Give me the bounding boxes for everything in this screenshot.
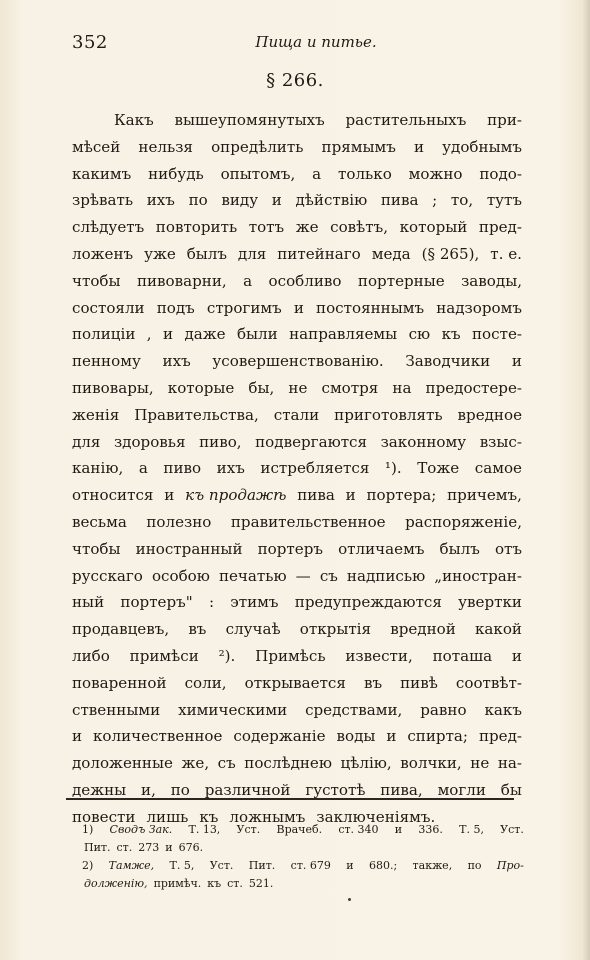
word: а xyxy=(138,459,148,478)
word: печатью xyxy=(218,566,287,585)
word: заключенiямъ. xyxy=(316,807,436,826)
text-line xyxy=(72,161,522,188)
main-paragraph xyxy=(72,107,522,831)
word: только xyxy=(338,164,392,183)
word: канiю, xyxy=(72,459,124,478)
word: : xyxy=(208,593,215,612)
word: и xyxy=(165,841,173,854)
word: по xyxy=(170,780,190,799)
word: и xyxy=(386,727,397,746)
word: т. е. xyxy=(490,244,522,263)
word: къ xyxy=(207,877,222,890)
word: постояннымъ xyxy=(316,298,425,317)
word: даже xyxy=(184,325,226,344)
word: пенному xyxy=(72,352,141,371)
text-line xyxy=(72,455,522,482)
word: увертки xyxy=(458,593,522,612)
word: смотря xyxy=(321,378,379,397)
word: особливо xyxy=(268,271,342,290)
word: 521. xyxy=(248,877,274,890)
word: пива xyxy=(380,191,419,210)
word: этимъ xyxy=(230,593,279,612)
word: здоровья xyxy=(113,432,186,451)
word: посте- xyxy=(472,325,522,344)
word: ихъ xyxy=(162,352,191,371)
text-line xyxy=(72,429,522,456)
word: ложнымъ xyxy=(229,807,306,826)
word: и xyxy=(162,325,174,344)
word: отличаемъ xyxy=(338,539,425,558)
word: Уст. xyxy=(209,859,234,872)
word: соли, xyxy=(184,673,227,692)
word: меда xyxy=(371,244,411,263)
word: прямымъ xyxy=(321,137,396,156)
word: можно xyxy=(408,164,463,183)
word: законному xyxy=(380,432,467,451)
word: ихъ xyxy=(216,459,245,478)
word: пива xyxy=(297,486,335,505)
section-heading: § 266. xyxy=(266,70,324,91)
word: чтобы xyxy=(72,539,121,558)
word: воды xyxy=(336,727,376,746)
word: густотѣ xyxy=(305,780,366,799)
word: открывается xyxy=(244,673,346,692)
footnote-line xyxy=(82,839,524,857)
word: стали xyxy=(273,405,320,424)
word: портерные xyxy=(357,271,445,290)
word: поваренной xyxy=(72,673,167,692)
word: подъ xyxy=(156,298,195,317)
footnote-line xyxy=(82,875,524,893)
word: вредное xyxy=(457,405,522,424)
word: повторить xyxy=(155,218,238,237)
word: которые xyxy=(167,378,235,397)
word: Т. 5, xyxy=(169,859,195,872)
word: съ xyxy=(217,754,236,773)
text-line xyxy=(72,482,522,509)
word: весьма xyxy=(72,512,127,531)
word: не xyxy=(288,378,308,397)
word: извести, xyxy=(345,646,413,665)
word: , xyxy=(146,325,152,344)
word: равно xyxy=(420,700,467,719)
word: Пит. xyxy=(248,859,276,872)
word: портеръ xyxy=(257,539,323,558)
word: — xyxy=(295,566,311,585)
word: ²). xyxy=(218,646,236,665)
word: открытiя xyxy=(299,620,372,639)
word: лишь xyxy=(146,807,189,826)
print-mark xyxy=(348,898,351,901)
word: опытомъ, xyxy=(220,164,296,183)
word: Врачеб. xyxy=(276,823,323,836)
running-head: Пища и питье. xyxy=(255,33,377,51)
word: при- xyxy=(487,111,522,129)
word: ственными xyxy=(72,700,161,719)
word: и xyxy=(345,486,356,505)
word: ст. 679 xyxy=(290,859,331,872)
word: съ xyxy=(319,566,338,585)
text-line xyxy=(72,643,522,670)
word: были xyxy=(236,325,278,344)
word: тотъ xyxy=(248,218,285,237)
word: по xyxy=(188,191,208,210)
word: полицiи xyxy=(72,325,136,344)
text-line xyxy=(72,187,522,214)
word: былъ xyxy=(439,539,480,558)
text-line xyxy=(72,214,522,241)
word: же xyxy=(295,218,319,237)
word: усовершенствованiю. xyxy=(212,352,384,371)
word: ¹). xyxy=(384,459,402,478)
word: пива, xyxy=(380,780,423,799)
word: ихъ xyxy=(146,191,175,210)
word: Примѣсь xyxy=(255,646,326,665)
word: и xyxy=(72,727,83,746)
footnotes xyxy=(82,821,524,893)
word: поташа xyxy=(432,646,493,665)
word: Какъ xyxy=(114,111,154,129)
word: соотвѣт- xyxy=(455,673,522,692)
word: питейнаго xyxy=(277,244,361,263)
word: какимъ xyxy=(72,164,132,183)
text-line xyxy=(72,107,522,134)
word: дежны xyxy=(72,780,127,799)
text-line xyxy=(72,509,522,536)
word: состояли xyxy=(72,298,145,317)
word: (§ 265), xyxy=(421,244,480,263)
word: примѣч. xyxy=(153,877,202,890)
word: дѣйствiю xyxy=(295,191,368,210)
word: въ xyxy=(363,673,383,692)
word: ст. xyxy=(116,841,133,854)
word: „иностран- xyxy=(434,566,522,585)
word: тутъ xyxy=(486,191,522,210)
word: портеръ" xyxy=(120,593,193,612)
text-line xyxy=(72,750,522,777)
word: не xyxy=(470,754,490,773)
word: и xyxy=(293,298,304,317)
word: для xyxy=(72,432,101,451)
word: иностранный xyxy=(135,539,243,558)
word: могли xyxy=(437,780,486,799)
word: различной xyxy=(204,780,291,799)
word: 273 xyxy=(138,841,160,854)
word: къ xyxy=(441,325,461,344)
text-line xyxy=(72,375,522,402)
word: для xyxy=(237,244,267,263)
word: который xyxy=(399,218,468,237)
word: заводы, xyxy=(461,271,522,290)
word: 680.; xyxy=(368,859,398,872)
word: строгимъ xyxy=(206,298,282,317)
word: вышеупомянутыхъ xyxy=(174,111,325,129)
word: 336. xyxy=(418,823,443,836)
word: бы, xyxy=(248,378,275,397)
word: продавцевъ, xyxy=(72,620,170,639)
word: ; xyxy=(432,191,438,210)
word: Тоже xyxy=(417,459,460,478)
word: женiя xyxy=(72,405,120,424)
text-line xyxy=(72,723,522,750)
word: пивовары, xyxy=(72,378,154,397)
word: и xyxy=(346,859,354,872)
word: предупреждаются xyxy=(294,593,442,612)
word: а xyxy=(312,164,322,183)
word: либо xyxy=(72,646,110,665)
word: то, xyxy=(450,191,474,210)
word: пивоварни, xyxy=(136,271,227,290)
word: содержанiе xyxy=(233,727,326,746)
text-line xyxy=(72,348,522,375)
word: надзоромъ xyxy=(436,298,522,317)
text-line xyxy=(72,589,522,616)
word: Т. 13, xyxy=(188,823,221,836)
word: опредѣлить xyxy=(211,137,304,156)
word: растительныхъ xyxy=(345,111,467,129)
word: подвергаются xyxy=(255,432,368,451)
word: и, xyxy=(141,780,156,799)
word: а xyxy=(243,271,253,290)
word: виду xyxy=(221,191,259,210)
word: нибудь xyxy=(148,164,204,183)
word: надписью xyxy=(346,566,426,585)
word: пиво, xyxy=(199,432,242,451)
word: Сводъ Зак. xyxy=(109,823,173,836)
word: ст. xyxy=(227,877,243,890)
word: и xyxy=(414,137,425,156)
word: русскаго xyxy=(72,566,143,585)
word: чтобы xyxy=(72,271,121,290)
word: и xyxy=(511,352,522,371)
word: же, xyxy=(181,754,210,773)
word: повести xyxy=(72,807,136,826)
word: и xyxy=(511,646,522,665)
word: 676. xyxy=(178,841,204,854)
footnote-line xyxy=(82,857,524,875)
word: взыс- xyxy=(479,432,522,451)
word: пивѣ xyxy=(400,673,438,692)
text-line xyxy=(72,134,522,161)
word: пиво xyxy=(163,459,202,478)
word: предостере- xyxy=(425,378,522,397)
word: самое xyxy=(474,459,522,478)
word: мѣсей xyxy=(72,137,121,156)
word: истребляется xyxy=(260,459,370,478)
text-line xyxy=(72,697,522,724)
page-edge-shadow xyxy=(582,0,590,960)
word: Заводчики xyxy=(405,352,491,371)
word: Тамже, xyxy=(108,859,155,872)
word: примѣси xyxy=(129,646,199,665)
word: подо- xyxy=(479,164,522,183)
word: приготовлять xyxy=(334,405,443,424)
footnote-divider xyxy=(66,798,514,800)
word: портера; xyxy=(366,486,437,505)
word: былъ xyxy=(186,244,227,263)
word: Правительства, xyxy=(134,405,259,424)
word: пред- xyxy=(478,218,522,237)
word: къ продажѣ xyxy=(185,486,287,505)
word: совѣтъ, xyxy=(330,218,389,237)
page-header xyxy=(72,28,532,56)
text-line xyxy=(72,241,522,268)
word: по xyxy=(467,859,482,872)
page-number: 352 xyxy=(72,31,108,53)
word: особою xyxy=(151,566,210,585)
text-line xyxy=(72,536,522,563)
word: и xyxy=(164,486,175,505)
word: въ xyxy=(188,620,207,639)
word: Пит. xyxy=(84,841,111,854)
text-line xyxy=(72,563,522,590)
word: уже xyxy=(144,244,176,263)
text-line xyxy=(72,616,522,643)
word: случаѣ xyxy=(225,620,281,639)
word: къ xyxy=(199,807,219,826)
word: 1) xyxy=(82,823,94,836)
word: ложенъ xyxy=(72,244,134,263)
text-line xyxy=(72,670,522,697)
word: послѣднею xyxy=(244,754,332,773)
word: долженiю, xyxy=(84,877,148,890)
word: направляемы xyxy=(289,325,398,344)
word: 2) xyxy=(82,859,94,872)
word: химическими xyxy=(178,700,288,719)
word: какъ xyxy=(484,700,522,719)
word: ный xyxy=(72,593,105,612)
text-line xyxy=(72,321,522,348)
word: слѣдуетъ xyxy=(72,218,145,237)
word: распоряженiе, xyxy=(405,512,522,531)
word: средствами, xyxy=(305,700,403,719)
word: на xyxy=(392,378,412,397)
word: пред- xyxy=(478,727,522,746)
word: вредной xyxy=(390,620,456,639)
word: Уст. xyxy=(236,823,261,836)
word: и xyxy=(394,823,403,836)
footnote-line xyxy=(82,821,524,839)
word: какой xyxy=(474,620,522,639)
word: относится xyxy=(72,486,154,505)
text-line xyxy=(72,402,522,429)
word: правительственное xyxy=(230,512,386,531)
word: также, xyxy=(412,859,453,872)
word: Про- xyxy=(496,859,524,872)
word: и xyxy=(271,191,282,210)
word: полезно xyxy=(146,512,212,531)
text-line xyxy=(72,268,522,295)
word: на- xyxy=(497,754,522,773)
word: отъ xyxy=(494,539,522,558)
word: нельзя xyxy=(138,137,193,156)
word: доложенные xyxy=(72,754,173,773)
word: цѣлiю, xyxy=(340,754,392,773)
word: Уст. xyxy=(500,823,524,836)
word: количественное xyxy=(93,727,223,746)
word: спирта; xyxy=(407,727,468,746)
word: волчки, xyxy=(400,754,462,773)
word: причемъ, xyxy=(447,486,522,505)
word: Т. 5, xyxy=(459,823,484,836)
text-line xyxy=(72,295,522,322)
word: бы xyxy=(500,780,522,799)
word: зрѣвать xyxy=(72,191,134,210)
word: удобнымъ xyxy=(442,137,522,156)
word: ст. 340 xyxy=(338,823,379,836)
word: сю xyxy=(408,325,431,344)
